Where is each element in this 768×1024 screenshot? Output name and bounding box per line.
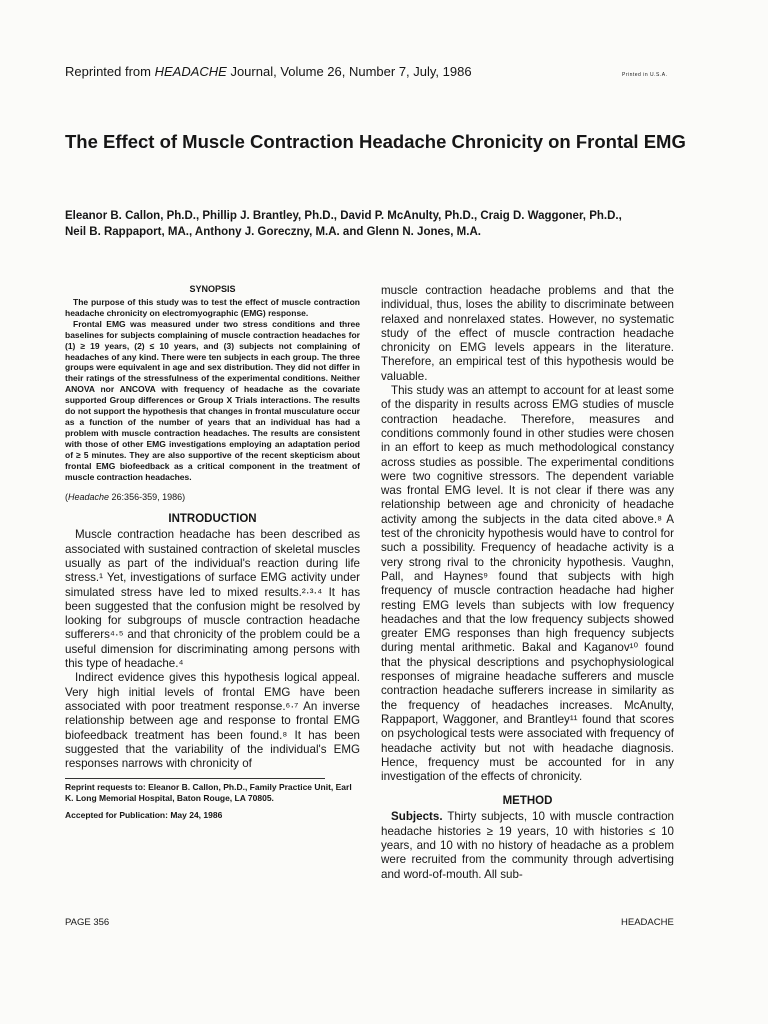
reprint-header [65, 64, 472, 79]
authors-line-2: Neil B. Rappaport, MA., Anthony J. Goreczny, M.A. and Glenn N. Jones, M.A. [65, 226, 481, 238]
synopsis-paragraph-2: Frontal EMG was measured under two stress conditions and three baselines for subjects complaining of muscle contraction headaches for (1) ≥ 19 years, (2) ≤ 10 years, and (3) subjects not complaining of headaches of any kind. There were ten subjects in each group. The three groups were equivalent in age and sex distribution. They did not differ in their ratings of the stressfulness of the experimental conditions. Neither ANOVA nor ANCOVA with frequency of headache as the covariate supported Group differences or Group X Trials interactions. The results do not support the hypothesis that changes in frontal musculature occur as a function of the number of years that an individual has had a problem with muscle contraction headaches. The results are consistent with those of other EMG investigations employing an adaptation period of ≥ 5 minutes. They are also supportive of the recent skepticism about frontal EMG biofeedback as a critical component in the treatment of muscle contraction headaches. [65, 318, 360, 482]
citation-journal: Headache [68, 492, 110, 503]
right-paragraph-2: This study was an attempt to account for at least some of the disparity in results across EMG studies of muscle contraction headache. Therefore, measures and conditions commonly found in other studies were chosen in an effort to keep as much methodological constancy across studies as possible. The experimental conditions were two cognitive stressors. The dependent variable was frontal EMG level. It is not clear if there was any relationship between age and chronicity of headache activity among the subjects in the data cited above.⁸ A test of the chronicity hypothesis would have to control for such a possibility. Frequency of headache activity is a very strong rival to the chronicity hypothesis. Vaughn, Pall, and Haynes⁹ found that subjects with high frequency of muscle contraction headache had higher resting EMG levels than subjects with low frequency headaches and that the low frequency subjects showed greater EMG responses than high frequency subjects during mental arithmetic. Bakal and Kaganov¹⁰ found that the physical descriptions and psychophysiological responses of migraine headache sufferers and muscle contraction headache sufferers increase in similarity as the frequency of headaches increases. McAnulty, Rappaport, Waggoner, and Brantley¹¹ found that scores on psychological tests were associated with frequency of headache activity but not with headache diagnosis. Hence, frequency must be accounted for in any investigation of the effects of chronicity. [381, 384, 674, 784]
citation-details: 26:356-359, 1986) [109, 492, 186, 503]
right-paragraph-1: muscle contraction headache problems and that the individual, thus, loses the ability to discriminate between relaxed and nonrelaxed states. However, no systematic study of the effect of muscle contraction headache chronicity on EMG levels appears in the literature. Therefore, an empirical test of this hypothesis would be valuable. [381, 284, 674, 383]
authors-line-1: Eleanor B. Callon, Ph.D., Phillip J. Brantley, Ph.D., David P. McAnulty, Ph.D., Craig D. Waggoner, Ph.D., [65, 210, 622, 222]
footer-journal: HEADACHE [621, 917, 674, 928]
left-column [65, 284, 360, 820]
synopsis-heading: SYNOPSIS [189, 284, 236, 294]
article-title: The Effect of Muscle Contraction Headache Chronicity on Frontal EMG [65, 131, 686, 152]
footnote-divider [65, 778, 325, 779]
page-number: PAGE 356 [65, 917, 110, 928]
citation: (Headache 26:356-359, 1986) [65, 492, 186, 503]
introduction-paragraph-1: Muscle contraction headache has been described as associated with sustained contraction of skeletal muscles usually as part of the individual's reaction during life stress.¹ Yet, investigations of surface EMG activity under simulated stress have led to mixed results.²·³·⁴ It has been suggested that the confusion might be resolved by looking for subgroups of muscle contraction headache sufferers⁴·⁵ and that chronicity of the problem could be a useful dimension for discriminating among persons with this type of headache.⁴ [65, 528, 360, 671]
reprint-requests: Reprint requests to: Eleanor B. Callon, Ph.D., Family Practice Unit, Earl K. Long Memorial Hospital, Baton Rouge, LA 70805. [65, 782, 352, 804]
accepted-date: Accepted for Publication: May 24, 1986 [65, 810, 223, 821]
synopsis [65, 284, 360, 482]
authors [65, 208, 705, 240]
subjects-paragraph [381, 810, 674, 881]
journal-name: HEADACHE [154, 64, 227, 79]
right-column [381, 284, 674, 882]
printed-note: Printed in U.S.A. [622, 72, 668, 78]
introduction-heading: INTRODUCTION [168, 513, 257, 526]
reprint-prefix: Reprinted from [65, 64, 155, 79]
synopsis-paragraph-1: The purpose of this study was to test the effect of muscle contraction headache chronicity on electromyographic (EMG) response. [65, 297, 360, 318]
subjects-lead: Subjects. [391, 810, 443, 824]
introduction-paragraph-2: Indirect evidence gives this hypothesis logical appeal. Very high initial levels of frontal EMG have been associated with poor treatment response.⁶·⁷ An inverse relationship between age and response to frontal EMG biofeedback treatment has been found.⁸ It has been suggested that the variability of the individual's EMG responses narrows with chronicity of [65, 671, 360, 771]
method-heading: METHOD [502, 795, 553, 808]
introduction-section [65, 513, 360, 771]
reprint-suffix: Journal, Volume 26, Number 7, July, 1986 [226, 64, 472, 79]
subjects-text: Thirty subjects, 10 with muscle contraction headache histories ≥ 19 years, 10 with histories ≤ 10 years, and 10 with no history of headache as a problem were recruited from the community through advertising and word-of-mouth. All sub- [381, 810, 674, 881]
